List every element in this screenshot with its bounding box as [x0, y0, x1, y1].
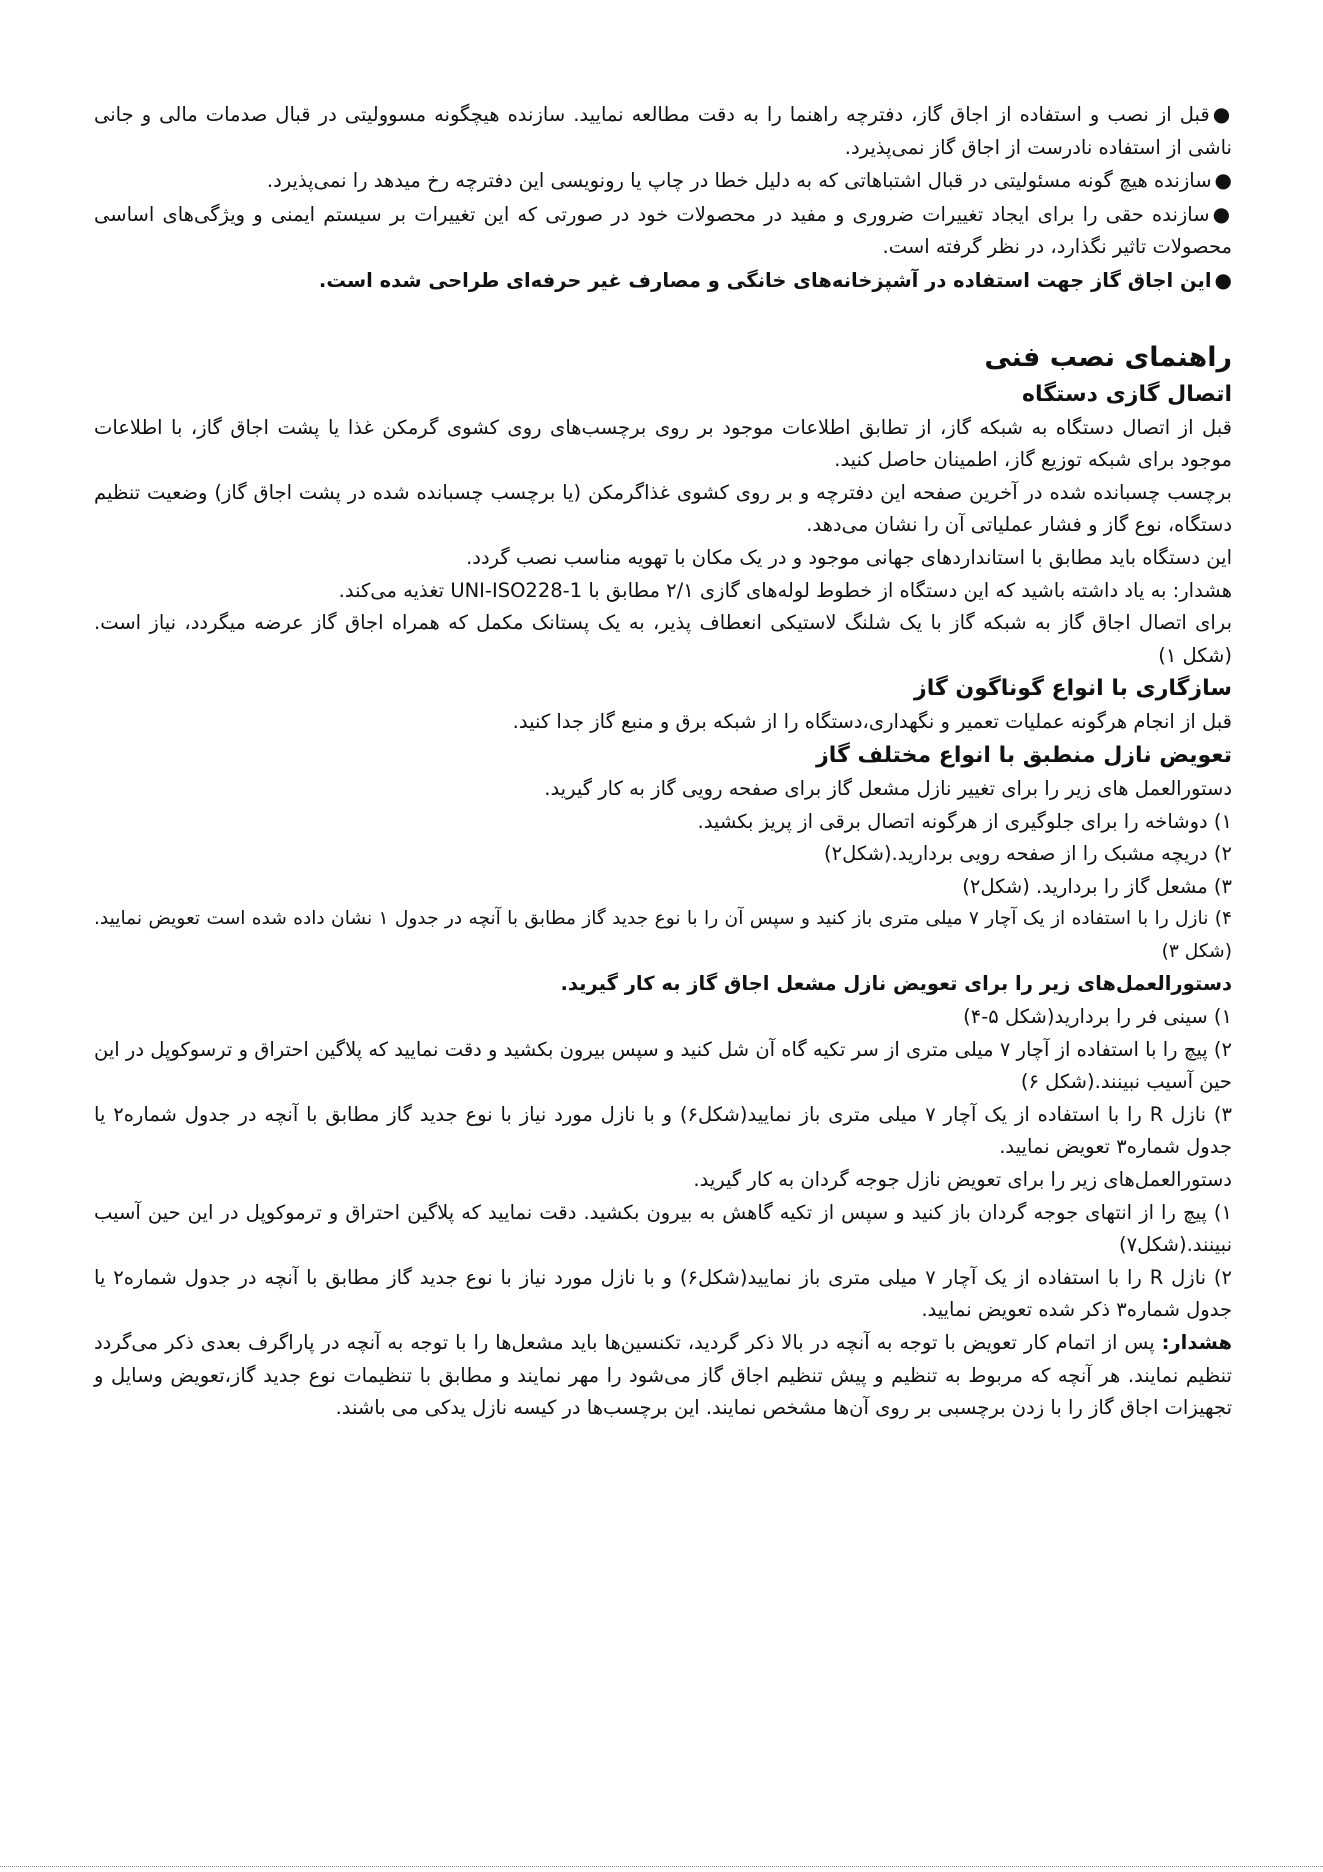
install-paragraph-4 — [94, 575, 1232, 608]
install-p4-part-a: هشدار: به یاد داشته باشید که این دستگاه از خطوط لوله‌های گازی ۲/۱ مطابق با — [588, 578, 1232, 602]
oven-step-2: ۲) پیچ را با استفاده از آچار ۷ میلی متری از سر تکیه گاه آن شل کنید و سپس بیرون بکشید و دقت نمایید که پلاگین احتراق و ترسوکوپل در این حین آسیب نبینند.(شکل ۶) — [94, 1037, 1232, 1094]
oven-step-3-a: ۳) نازل — [1171, 1102, 1232, 1126]
rotisserie-step-2 — [94, 1262, 1232, 1327]
oven-step-3 — [94, 1099, 1232, 1164]
warning-paragraph — [94, 1327, 1232, 1425]
rotisserie-step-2-b: را با استفاده از یک آچار ۷ میلی متری باز نمایید(شکل۶) و با نازل مورد نیاز با نوع جدید گاز مطابق با آنچه در جدول شماره۲ یا جدول شماره۳ ذکر شده تعویض نمایید. — [94, 1265, 1232, 1322]
intro-bullet-3: ● سازنده حقی را برای ایجاد تغییرات ضروری و مفید در محصولات خود در صورتی که این تغییرات بر سیستم ایمنی و ویژگی‌های اساسی محصولات تاثیر نگذارد، در نظر گرفته است. — [94, 198, 1232, 264]
gas-connection-title: اتصال گازی دستگاه — [1022, 381, 1232, 407]
intro-bullet-4: ● این اجاق گاز جهت استفاده در آشپزخانه‌های خانگی و مصارف غیر حرفه‌ای طراحی شده است. — [94, 264, 1232, 298]
manual-page — [94, 98, 1232, 1425]
nozzle-intro: دستورالعمل های زیر را برای تغییر نازل مشعل گاز برای صفحه رویی گاز به کار گیرید. — [544, 776, 1232, 800]
nozzle-r-label: R — [1149, 1102, 1164, 1126]
intro-bullet-2: ● سازنده هیچ گونه مسئولیتی در قبال اشتباهاتی که به دلیل خطا در چاپ یا رونویسی این دفترچه رخ میدهد را نمی‌پذیرد. — [94, 164, 1232, 198]
install-title: راهنمای نصب فنی — [984, 341, 1232, 373]
oven-step-3-b: را با استفاده از یک آچار ۷ میلی متری باز نمایید(شکل۶) و با نازل مورد نیاز با نوع جدید گاز مطابق با آنچه در جدول شماره۲ یا جدول شماره۳ تعویض نمایید. — [94, 1102, 1232, 1159]
intro-bullet-1: ● قبل از نصب و استفاده از اجاق گاز، دفترچه راهنما را به دقت مطالعه نمایید. سازنده هیچگونه مسوولیتی در قبال صدمات مالی و جانی ناشی از استفاده نادرست از اجاق گاز نمی‌پذیرد. — [94, 98, 1232, 164]
nozzle-step-2: ۲) دریچه مشبک را از صفحه رویی بردارید.(شکل۲) — [823, 842, 1232, 866]
rotisserie-step-2-a: ۲) نازل — [1171, 1265, 1232, 1289]
rotisserie-title: دستورالعمل‌های زیر را برای تعویض نازل جوجه گردان به کار گیرید. — [693, 1168, 1232, 1192]
nozzle-step-1: ۱) دوشاخه را برای جلوگیری از هرگونه اتصال برقی از پریز بکشید. — [697, 809, 1232, 833]
oven-step-1: ۱) سینی فر را بردارید(شکل ۵-۴) — [963, 1005, 1232, 1029]
compat-paragraph-1: قبل از انجام هرگونه عملیات تعمیر و نگهداری،دستگاه را از شبکه برق و منبع گاز جدا کنید. — [512, 710, 1232, 734]
nozzle-step-3: ۳) مشعل گاز را بردارید. (شکل۲) — [962, 874, 1232, 898]
install-paragraph-1: قبل از اتصال دستگاه به شبکه گاز، از تطابق اطلاعات موجود بر روی برچسب‌های روی کشوی گرمکن غذا یا پشت اجاق گاز، با اطلاعات موجود برای شبکه توزیع گاز، اطمینان حاصل کنید. — [94, 415, 1232, 472]
page-bottom-rule — [0, 1866, 1323, 1867]
rotisserie-step-1: ۱) پیچ را از انتهای جوجه گردان باز کنید و سپس از تکیه گاهش به بیرون بکشید. دقت نمایید که پلاگین احتراق و ترموکوپل در این حین آسیب نبینند.(شکل۷) — [94, 1200, 1232, 1257]
install-paragraph-3: این دستگاه باید مطابق با استانداردهای جهانی موجود و در یک مکان با تهویه مناسب نصب گردد. — [466, 545, 1232, 569]
warning-text: پس از اتمام کار تعویض با توجه به آنچه در بالا ذکر گردید، تکنسین‌ها باید مشعل‌ها را با توجه به آنچه در پاراگرف بعدی ذکر می‌گردد تنظیم نمایند. هر آنچه که مربوط به تنظیم و پیش تنظیم اجاق گاز می‌شود را مهر نمایند و مطابق با تنظیمات نوع جدید گاز،تعویض وسایل و تجهیزات اجاق گاز را با زدن برچسبی بر روی آن‌ها مشخص نمایند. این برچسب‌ها در کیسه نازل یدکی می باشند. — [94, 1331, 1232, 1420]
install-paragraph-2: برچسب چسبانده شده در آخرین صفحه این دفترچه و بر روی کشوی غذاگرمکن (یا برچسب چسبانده شده در پشت اجاق گاز) وضعیت تنظیم دستگاه، نوع گاز و فشار عملیاتی آن را نشان می‌دهد. — [94, 480, 1232, 537]
nozzle-title: تعویض نازل منطبق با انواع مختلف گاز — [816, 742, 1232, 768]
compat-title: سازگاری با انواع گوناگون گاز — [914, 676, 1232, 702]
standard-code: UNI-ISO228-1 — [450, 578, 583, 602]
oven-burner-title: دستورالعمل‌های زیر را برای تعویض نازل مشعل اجاق گاز به کار گیرید. — [560, 972, 1232, 996]
warning-label: هشدار: — [1161, 1331, 1232, 1354]
nozzle-step-4: ۴) نازل را با استفاده از یک آچار ۷ میلی متری باز کنید و سپس آن را با نوع جدید گاز مطابق با آنچه در جدول ۱ نشان داده شده است تعویض نمایید.(شکل ۳) — [94, 908, 1232, 962]
nozzle-r-label-2: R — [1149, 1265, 1164, 1289]
install-paragraph-5: برای اتصال اجاق گاز به شبکه گاز با یک شلنگ لاستیکی انعطاف پذیر، به یک پستانک مکمل که همراه اجاق گاز عرضه میگردد، نیاز است. (شکل ۱) — [94, 611, 1232, 667]
install-p4-part-b: تغذیه می‌کند. — [338, 578, 445, 602]
